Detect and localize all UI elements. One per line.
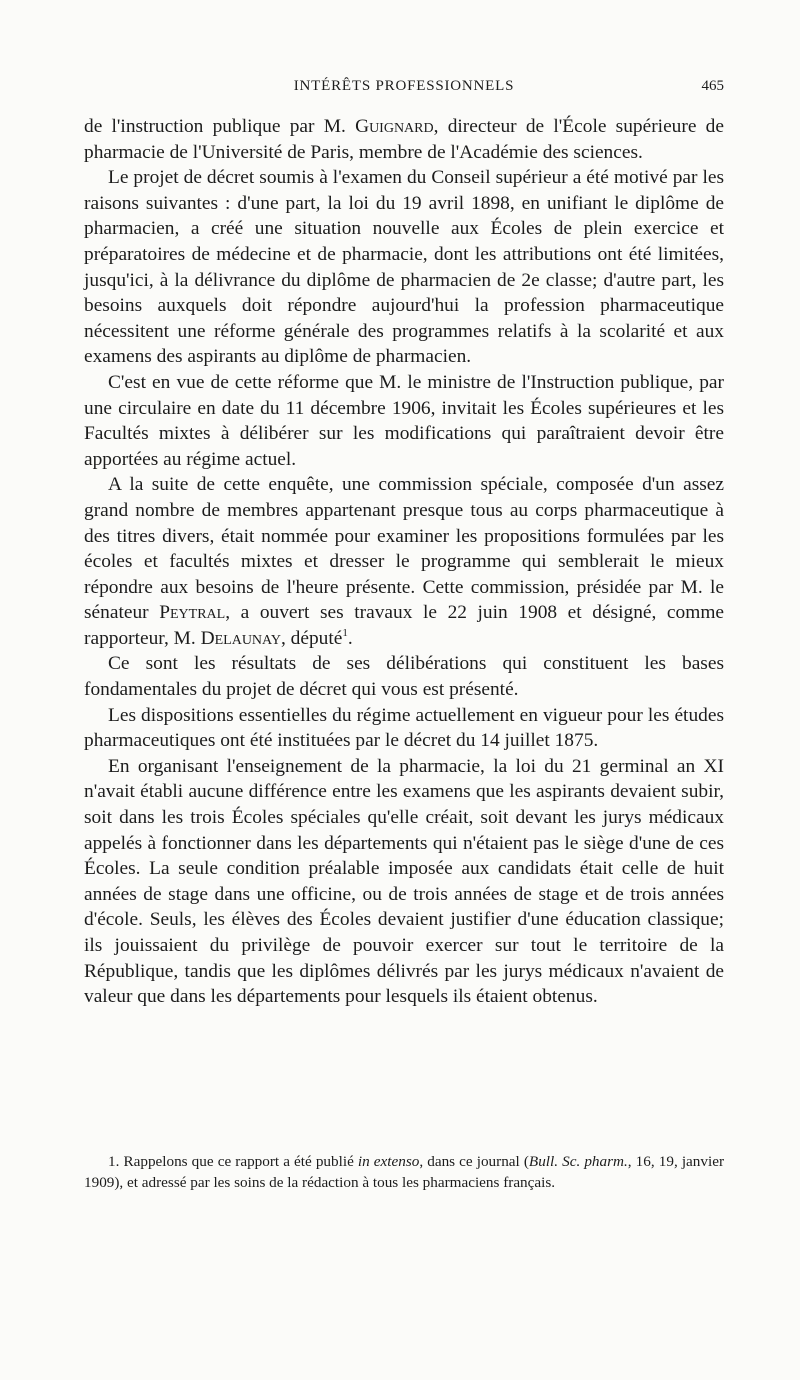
- text-span: , 16, 19, janvier 1909), et adressé par les soins de la rédaction à tous les pharmaciens français.: [84, 1153, 724, 1191]
- paragraph-5: Ce sont les résultats de ses délibérations qui constituent les bases fondamentales du projet de décret qui vous est présenté.: [84, 653, 724, 701]
- footnote-number: 1.: [108, 1153, 120, 1170]
- person-name-guignard: Guignard: [355, 116, 434, 137]
- italic-journal-title: Bull. Sc. pharm.: [528, 1153, 628, 1170]
- text-span: , a ouvert ses travaux le 22 juin 1908 et désigné, comme rapporteur, M.: [84, 602, 725, 649]
- text-span: A la suite de cette enquête, une commission spéciale, composée d'un assez grand nombre de membres appartenant presque tous au corps pharmaceutique à des titres divers, était nommée pour examiner les propositions formulées par les écoles et facultés mixtes et dresser le programme qui semblerait le mieux répondre aux besoins de l'heure présente. Cette commission, présidée par M. le sénateur: [84, 474, 724, 624]
- person-name-delaunay: Delaunay: [200, 627, 281, 649]
- body-text: [84, 114, 724, 1010]
- text-span: , directeur de l'École supérieure de pharmacie de l'Université de Paris, membre de l'Académie des sciences.: [84, 116, 724, 163]
- footnote-reference[interactable]: 1: [342, 626, 348, 639]
- italic-in-extenso: in extenso: [357, 1153, 420, 1170]
- paragraph-2: Le projet de décret soumis à l'examen du Conseil supérieur a été motivé par les raisons suivantes : d'une part, la loi du 19 avril 1898, en unifiant le diplôme de pharmacien, a créé une situation nouvelle aux Écoles de plein exercice et préparatoires de médecine et de pharmacie, dont les attributions ont été limitées, jusqu'ici, à la délivrance du diplôme de pharmacien de 2e classe; d'autre part, les besoins auxquels doit répondre aujourd'hui la profession pharmaceutique nécessitent une réforme générale des programmes relatifs à la scolarité et aux examens des aspirants au diplôme de pharmacien.: [84, 167, 724, 368]
- person-name-peytral: Peytral: [159, 602, 226, 624]
- paragraph-3: C'est en vue de cette réforme que M. le ministre de l'Instruction publique, par une circulaire en date du 11 décembre 1906, invitait les Écoles supérieures et les Facultés mixtes à délibérer sur les modifications qui paraîtraient devoir être apportées au régime actuel.: [84, 371, 724, 470]
- running-header: [84, 76, 724, 100]
- paragraph-7: En organisant l'enseignement de la pharmacie, la loi du 21 germinal an XI n'avait établi aucune différence entre les examens que les aspirants devaient subir, soit dans les trois Écoles spéciales qu'elle créait, soit devant les jurys médicaux appelés à fonctionner dans les départements qui n'étaient pas le siège d'une de ces Écoles. La seule condition préalable imposée aux candidats était celle de huit années de stage dans une officine, ou de trois années de stage et de trois années d'école. Seuls, les élèves des Écoles devaient justifier d'une éducation classique; ils jouissaient du privilège de pouvoir exercer sur tout le territoire de la République, tandis que les diplômes délivrés par les jurys médicaux n'avaient de valeur que dans les départements pour lesquels ils étaient obtenus.: [84, 755, 724, 1008]
- page-number: 465: [701, 78, 724, 94]
- text-span: de l'instruction publique par M.: [84, 116, 356, 137]
- text-span: Rappelons que ce rapport a été publié: [119, 1153, 358, 1170]
- running-title: INTÉRÊTS PROFESSIONNELS: [293, 78, 515, 94]
- paragraph-1: [84, 114, 724, 165]
- text-span: .: [347, 627, 353, 649]
- text-span: , député: [280, 627, 343, 649]
- paragraph-6: Les dispositions essentielles du régime actuellement en vigueur pour les études pharmaceutiques ont été instituées par le décret du 14 juillet 1875.: [84, 704, 724, 752]
- paragraph-4: [84, 472, 724, 651]
- text-span: , dans ce journal (: [419, 1153, 529, 1170]
- footnote: [84, 1152, 724, 1193]
